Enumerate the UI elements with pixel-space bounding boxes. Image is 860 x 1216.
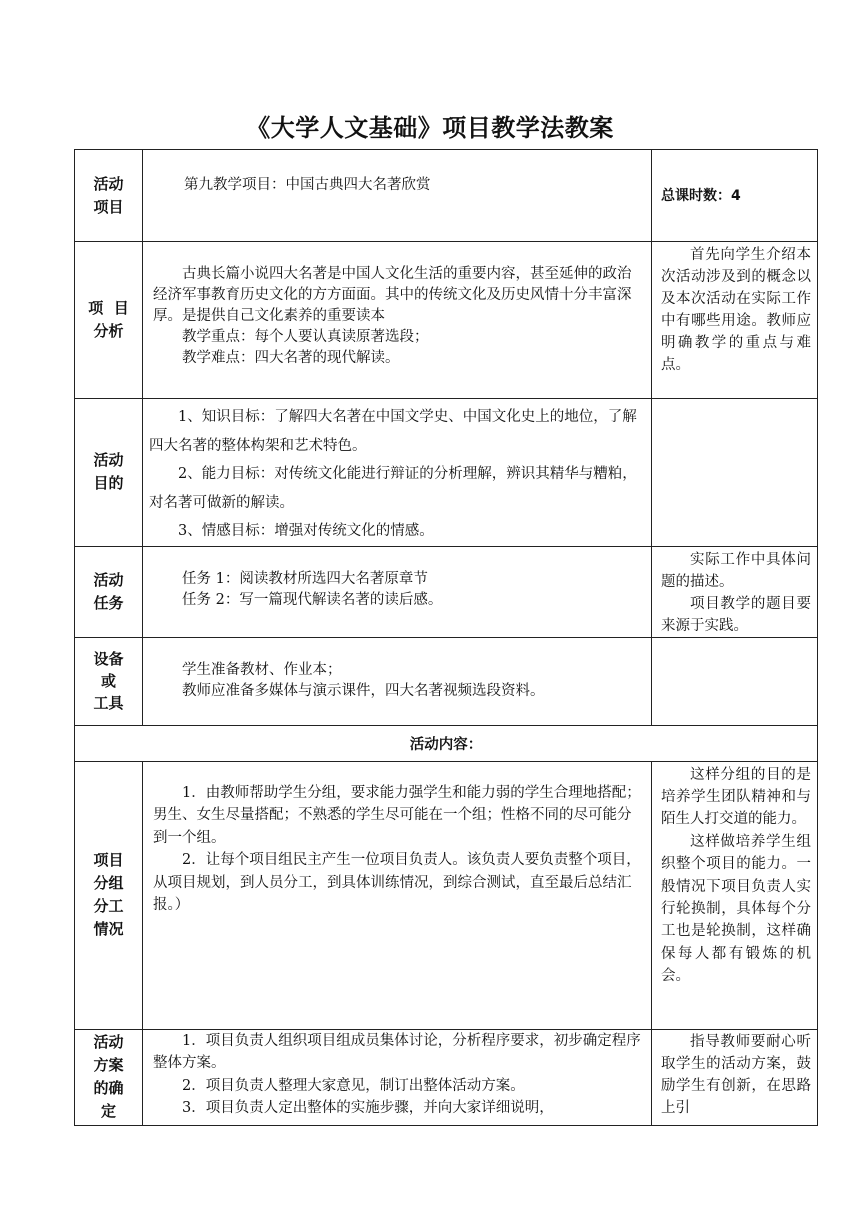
plan-item-3: 3．项目负责人定出整体的实施步骤，并向大家详细说明， <box>182 1100 554 1116</box>
grouping-item-1: 1．由教师帮助学生分组，要求能力强学生和能力弱的学生合理地搭配；男生、女生尽量搭配；不熟悉的学生尽可能在一个组；性格不同的尽可能分到一个组。 <box>153 784 641 846</box>
label-line: 分组 <box>93 874 124 892</box>
label-line: 项目 <box>93 851 124 869</box>
analysis-note-cell <box>652 242 818 399</box>
grouping-note-2: 这样做培养学生组织整个项目的能力。一般情况下项目负责人实行轮换制，具体每个分工也是轮换制，这样确保每人都有锻炼的机会。 <box>661 833 811 985</box>
purpose-cell <box>143 399 652 547</box>
plan-cell <box>143 1029 652 1125</box>
emotion-goal: 3、情感目标：增强对传统文化的情感。 <box>178 523 434 539</box>
ability-goal: 2、能力目标：对传统文化能进行辩证的分析理解，辨识其精华与糟粕，对名著可做新的解读。 <box>149 466 637 511</box>
row-equipment <box>75 637 818 725</box>
row-activity-purpose <box>75 399 818 547</box>
document-title: 《大学人文基础》项目教学法教案 <box>246 114 614 142</box>
label-line: 设备 <box>93 650 124 668</box>
label-line: 活动 <box>93 174 124 193</box>
knowledge-goal: 1、知识目标：了解四大名著在中国文学史、中国文化史上的地位，了解四大名著的整体构架和艺术特色。 <box>149 409 637 454</box>
label-grouping <box>75 761 143 1029</box>
tasks-note-cell <box>652 546 818 637</box>
hours-cell <box>652 150 818 242</box>
row-activity-tasks <box>75 546 818 637</box>
label-line: 分工 <box>93 897 124 915</box>
row-content-header <box>75 725 818 761</box>
tasks-note-2: 项目教学的题目要来源于实践。 <box>661 595 811 634</box>
label-line: 目的 <box>93 474 124 493</box>
label-activity-tasks <box>75 546 143 637</box>
label-project-analysis <box>75 242 143 399</box>
equipment-line-2: 教师应准备多媒体与演示课件，四大名著视频选段资料。 <box>182 682 545 699</box>
grouping-item-2: 2．让每个项目组民主产生一位项目负责人。该负责人要负责整个项目，从项目规划，到人员分工，到具体训练情况，到综合测试，直至最后总结汇报。） <box>153 852 641 913</box>
lesson-plan-table <box>74 149 818 1126</box>
label-line: 活动 <box>93 1033 124 1051</box>
task-2: 任务 2：写一篇现代解读名著的读后感。 <box>182 591 443 608</box>
label-line: 分析 <box>93 322 124 340</box>
label-line: 活动 <box>93 451 124 470</box>
project-name-cell <box>143 150 652 242</box>
tasks-note-1: 实际工作中具体问题的描述。 <box>661 551 811 590</box>
task-1: 任务 1：阅读教材所选四大名著原章节 <box>182 570 428 587</box>
label-activity-project <box>75 150 143 242</box>
grouping-note-cell <box>652 761 818 1029</box>
project-name: 第九教学项目：中国古典四大名著欣赏 <box>184 177 431 193</box>
label-line: 定 <box>100 1102 116 1120</box>
grouping-cell <box>143 761 652 1029</box>
purpose-note-cell <box>652 399 818 547</box>
row-plan <box>75 1029 818 1125</box>
row-project-analysis <box>75 242 818 399</box>
equipment-note-cell <box>652 637 818 725</box>
row-activity-project <box>75 150 818 242</box>
difficulty-point: 教学难点：四大名著的现代解读。 <box>182 350 400 366</box>
analysis-note: 首先向学生介绍本次活动涉及到的概念以及本次活动在实际工作中有哪些用途。教师应明确教学的重点与难点。 <box>661 247 811 373</box>
label-line: 的确 <box>93 1079 124 1097</box>
label-line: 或 <box>100 672 116 690</box>
total-hours: 总课时数：4 <box>661 187 741 204</box>
row-grouping <box>75 761 818 1029</box>
label-line: 任务 <box>93 593 124 612</box>
grouping-note-1: 这样分组的目的是培养学生团队精神和与陌生人打交道的能力。 <box>661 766 811 828</box>
plan-item-2: 2．项目负责人整理大家意见，制订出整体活动方案。 <box>182 1077 525 1094</box>
equipment-line-1: 学生准备教材、作业本； <box>182 661 342 678</box>
label-equipment <box>75 637 143 725</box>
tasks-cell <box>143 546 652 637</box>
analysis-paragraph: 古典长篇小说四大名著是中国人文化生活的重要内容，甚至延伸的政治经济军事教育历史文化的方方面面。其中的传统文化及历史风情十分丰富深厚。是提供自己文化素养的重要读本 <box>153 266 632 324</box>
plan-note-cell <box>652 1029 818 1125</box>
plan-note: 指导教师要耐心听取学生的活动方案，鼓励学生有创新，在思路上引 <box>661 1033 811 1116</box>
plan-item-1: 1．项目负责人组织项目组成员集体讨论，分析程序要求，初步确定程序整体方案。 <box>153 1032 641 1071</box>
key-point: 教学重点：每个人要认真读原著选段； <box>182 329 429 345</box>
label-line: 项 目 <box>88 299 129 317</box>
label-line: 活动 <box>93 570 124 589</box>
label-line: 方案 <box>93 1056 124 1074</box>
analysis-cell <box>143 242 652 399</box>
label-line: 项目 <box>93 197 124 216</box>
label-plan <box>75 1029 143 1125</box>
label-line: 工具 <box>93 694 124 712</box>
label-line: 情况 <box>93 920 124 938</box>
equipment-cell <box>143 637 652 725</box>
content-header: 活动内容： <box>75 725 818 761</box>
